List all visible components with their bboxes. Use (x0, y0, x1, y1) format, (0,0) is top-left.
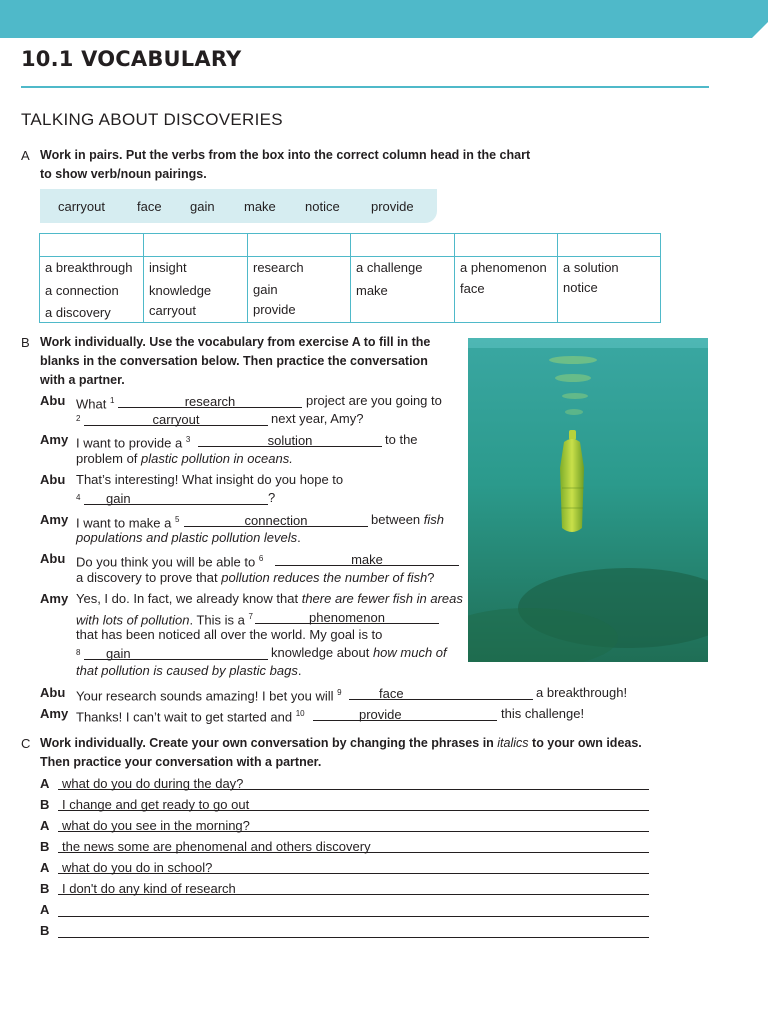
answer-blank[interactable]: make (275, 550, 459, 566)
italic-phrase: how much of (372, 645, 447, 660)
word-box-item: provide (371, 199, 414, 214)
conversation-text (76, 450, 293, 468)
word-box-item: make (244, 199, 276, 214)
speaker-abu: Abu (40, 551, 66, 566)
italic-word: italics (497, 736, 529, 750)
conversation-text (76, 489, 80, 510)
conversation-text-span: What (76, 396, 107, 412)
speaker-amy: Amy (40, 432, 69, 447)
conversation-speaker-label: A (40, 776, 50, 791)
answer-blank[interactable]: provide (313, 705, 497, 721)
conversation-text: project are you going to (306, 393, 442, 408)
answer-blank[interactable]: connection (184, 511, 368, 527)
italic-phrase: there are fewer fish in areas (301, 591, 463, 606)
conversation-text-span: knowledge about (271, 645, 370, 660)
conversation-answer-line[interactable]: I change and get ready to go out (58, 795, 649, 811)
chart-cell: knowledge (149, 283, 212, 298)
exercise-b-instruction-2: blanks in the conversation below. Then practice the conversation (40, 354, 428, 368)
conversation-text: to the (385, 432, 418, 447)
exercise-a-instruction-2: to show verb/noun pairings. (40, 167, 207, 181)
conversation-speaker-label: B (40, 797, 50, 812)
conversation-text-span: Your research sounds amazing! I bet you will (76, 688, 334, 704)
chart-column-divider (455, 234, 558, 322)
chart-cell: research (253, 260, 304, 275)
chart-cell: insight (149, 260, 187, 275)
speaker-abu: Abu (40, 472, 66, 487)
answer-blank[interactable]: solution (198, 431, 382, 447)
blank-number: 2 (76, 414, 81, 423)
conversation-answer-line[interactable] (58, 922, 649, 938)
blank-number: 3 (185, 435, 191, 444)
conversation-text-span: a discovery to prove that (76, 570, 218, 585)
conversation-text-span: . (297, 530, 301, 545)
italic-phrase: populations and plastic pollution levels (76, 530, 298, 545)
italic-phrase: with lots of pollution (76, 612, 190, 628)
chart-cell: gain (253, 282, 278, 297)
exercise-b-instruction-1: Work individually. Use the vocabulary from exercise A to fill in the (40, 335, 431, 349)
answer-blank[interactable]: research (118, 392, 302, 408)
chart-cell: make (356, 283, 388, 298)
conversation-text-span: . This is a (189, 612, 245, 628)
chart-cell: carryout (149, 303, 196, 318)
speaker-amy: Amy (40, 706, 69, 721)
word-box-item: carryout (58, 199, 105, 214)
exercise-a-instruction-1: Work in pairs. Put the verbs from the box into the correct column head in the chart (40, 148, 531, 162)
conversation-text: ? (268, 490, 276, 505)
chart-cell: a connection (45, 283, 119, 298)
instruction-text: Work individually. Create your own conversation by changing the phrases in (40, 736, 494, 750)
conversation-answer-line[interactable]: I don't do any kind of research (58, 879, 649, 895)
conversation-text (76, 684, 342, 705)
conversation-speaker-label: A (40, 902, 50, 917)
conversation-text: this challenge! (501, 706, 585, 721)
blank-number: 6 (258, 554, 264, 563)
conversation-text-span: . (297, 663, 302, 678)
header-band (0, 0, 768, 38)
chart-cell: a phenomenon (460, 260, 547, 275)
chart-header-cell[interactable] (558, 234, 660, 257)
conversation-text (76, 410, 80, 431)
exercise-c-letter: C (21, 736, 31, 751)
blank-number: 8 (76, 648, 81, 657)
word-box-item: gain (190, 199, 215, 214)
title-rule (21, 86, 709, 88)
italic-phrase: fish (423, 512, 445, 527)
speaker-amy: Amy (40, 512, 69, 527)
answer-blank[interactable]: gain (84, 489, 268, 505)
conversation-text (371, 511, 444, 529)
blank-number: 7 (248, 612, 253, 621)
conversation-text (76, 569, 434, 587)
italic-phrase: plastic pollution in oceans. (141, 451, 293, 466)
conversation-text (76, 529, 301, 547)
exercise-c-instruction-2: Then practice your conversation with a partner. (40, 755, 322, 769)
speaker-amy: Amy (40, 591, 69, 606)
header-band-notch (752, 22, 768, 38)
conversation-text-span: I want to make a (76, 515, 172, 531)
blank-number: 10 (295, 709, 305, 718)
chart-cell: provide (253, 302, 296, 317)
italic-phrase: that pollution is caused by plastic bags (76, 663, 298, 678)
blank-number: 9 (337, 688, 342, 697)
unit-title: 10.1 VOCABULARY (21, 47, 242, 71)
blank-number: 1 (109, 396, 115, 405)
conversation-answer-line[interactable] (58, 901, 649, 917)
chart-cell: a discovery (45, 305, 111, 320)
word-box-item: face (137, 199, 162, 214)
conversation-text-span: Yes, I do. In fact, we already know that (76, 591, 299, 606)
answer-blank[interactable]: gain (84, 644, 268, 660)
conversation-text-span: ? (427, 570, 435, 585)
conversation-answer-line[interactable]: what do you see in the morning? (58, 816, 649, 832)
conversation-text: a breakthrough! (536, 685, 628, 700)
plastic-bottle-underwater-photo (468, 338, 708, 662)
conversation-speaker-label: A (40, 860, 50, 875)
conversation-text (76, 662, 301, 680)
exercise-c-instruction-1 (40, 734, 642, 753)
exercise-a-letter: A (21, 148, 30, 163)
conversation-speaker-label: A (40, 818, 50, 833)
conversation-text (76, 590, 463, 608)
blank-number: 5 (175, 515, 180, 524)
conversation-text (76, 705, 305, 726)
conversation-text-span: problem of (76, 451, 138, 466)
blank-number: 4 (76, 493, 81, 502)
conversation-answer-line[interactable]: what do you do in school? (58, 858, 649, 874)
speaker-abu: Abu (40, 685, 66, 700)
chart-cell: face (460, 281, 485, 296)
answer-blank[interactable]: phenomenon (255, 608, 439, 624)
conversation-speaker-label: B (40, 839, 50, 854)
exercise-b-letter: B (21, 335, 30, 350)
exercise-b-instruction-3: with a partner. (40, 373, 125, 387)
section-title: TALKING ABOUT DISCOVERIES (21, 110, 283, 129)
conversation-speaker-label: B (40, 881, 50, 896)
chart-cell: notice (563, 280, 598, 295)
conversation-text-span: Thanks! I can’t wait to get started and (76, 709, 293, 725)
word-box-item: notice (305, 199, 340, 214)
conversation-text: that has been noticed all over the world. My goal is to (76, 627, 383, 642)
instruction-text: to your own ideas. (532, 736, 642, 750)
vocabulary-chart (39, 233, 661, 323)
conversation-text-span: I want to provide a (76, 435, 183, 451)
conversation-text (271, 644, 447, 662)
conversation-answer-line[interactable]: what do you do during the day? (58, 774, 649, 790)
chart-cell: a breakthrough (45, 260, 133, 275)
conversation-text: That’s interesting! What insight do you hope to (76, 472, 344, 487)
chart-column-divider (351, 234, 455, 322)
conversation-text: next year, Amy? (271, 411, 364, 426)
conversation-speaker-label: B (40, 923, 50, 938)
chart-cell: a solution (563, 260, 619, 275)
word-box (40, 189, 437, 223)
answer-blank[interactable]: face (349, 684, 533, 700)
answer-blank[interactable]: carryout (84, 410, 268, 426)
conversation-text-span: Do you think you will be able to (76, 554, 256, 570)
conversation-text-span: between (371, 512, 421, 527)
speaker-abu: Abu (40, 393, 66, 408)
conversation-answer-line[interactable]: the news some are phenomenal and others discovery (58, 837, 649, 853)
chart-cell: a challenge (356, 260, 423, 275)
italic-phrase: pollution reduces the number of fish (221, 570, 428, 585)
